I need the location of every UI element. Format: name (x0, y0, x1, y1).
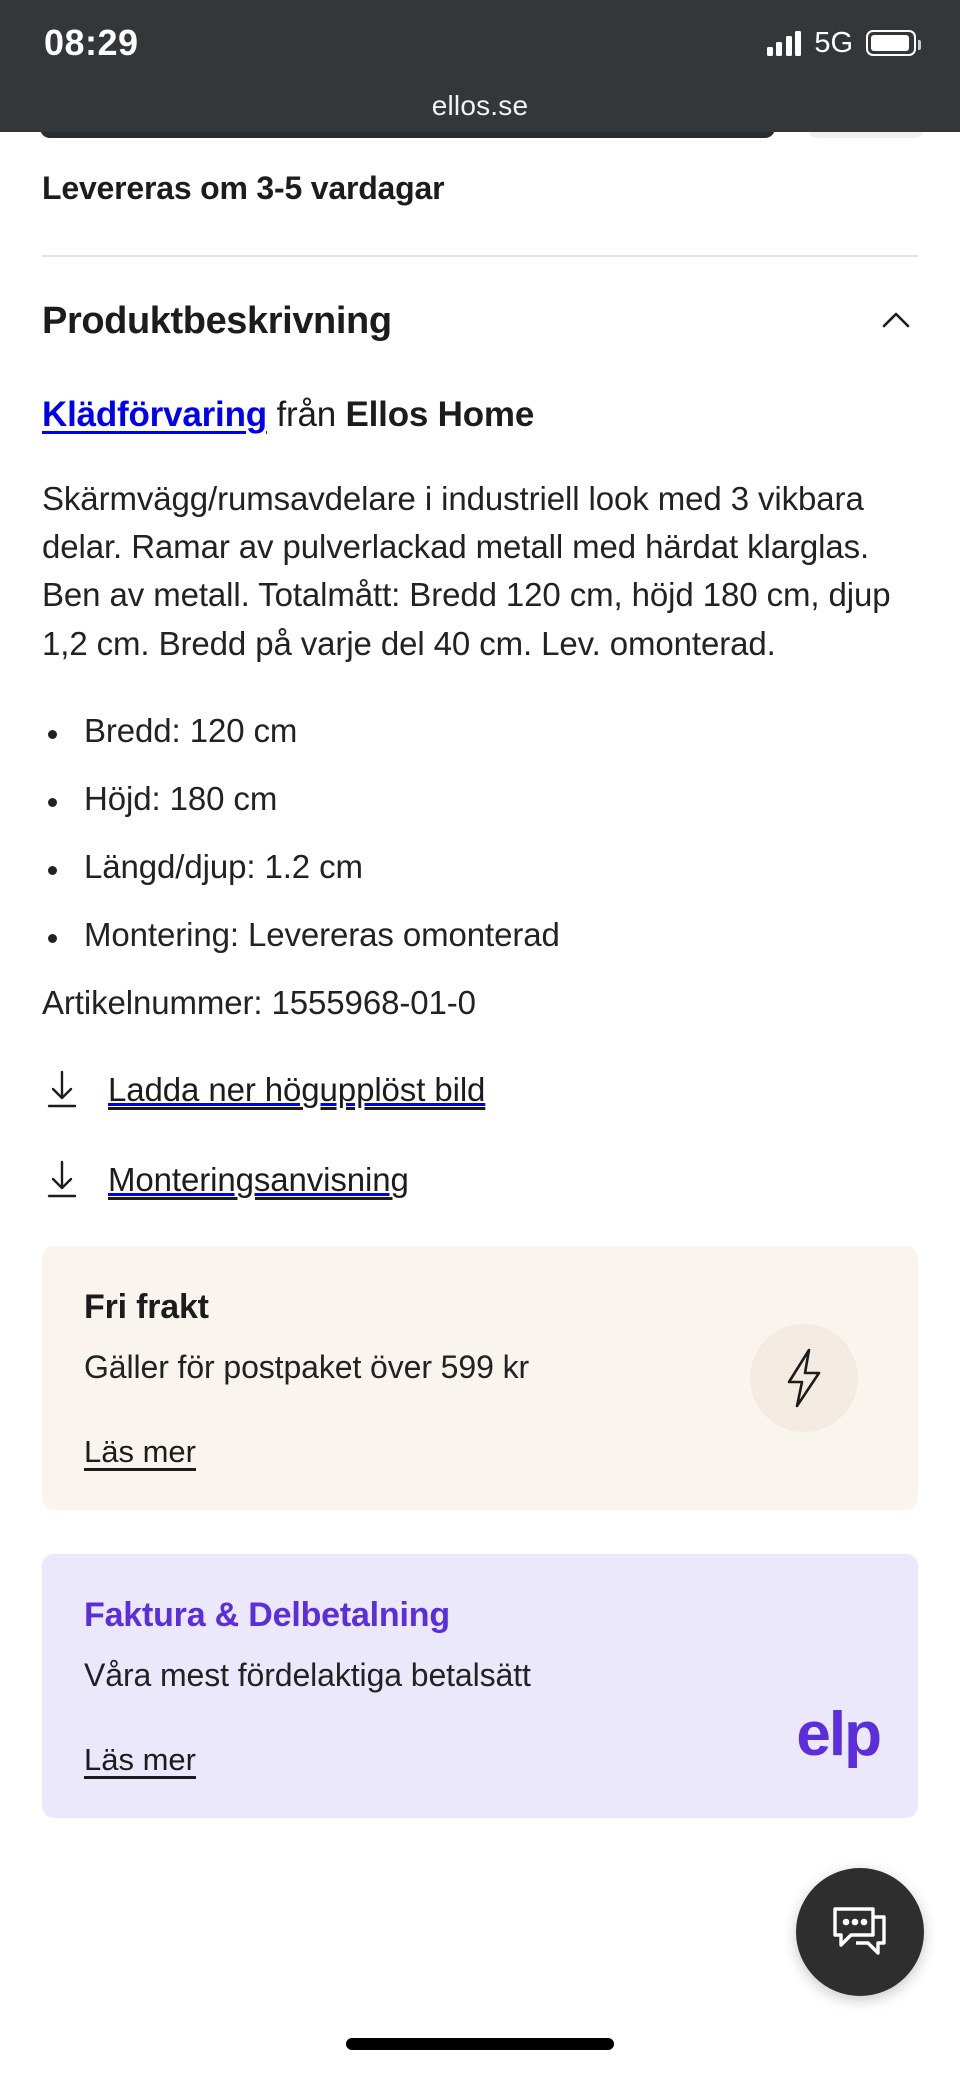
url-text: ellos.se (431, 90, 529, 121)
invoice-installment-subtitle: Våra mest fördelaktiga betalsätt (84, 1656, 531, 1693)
status-indicators (767, 27, 916, 60)
page-content (0, 132, 960, 1818)
free-shipping-title: Fri frakt (84, 1287, 209, 1326)
download-arrow-icon (42, 1158, 82, 1202)
network-type-label: 5G (814, 26, 853, 59)
list-item: Montering: Levereras omonterad (42, 916, 918, 954)
product-title-connector: från (266, 395, 346, 434)
download-assembly-instruction-label: Monteringsanvisning (108, 1160, 409, 1198)
lightning-bolt-icon (750, 1324, 858, 1432)
url-bar[interactable] (0, 80, 960, 132)
article-number: Artikelnummer: 1555968-01-0 (42, 983, 476, 1021)
free-shipping-read-more-link[interactable]: Läs mer (84, 1433, 196, 1469)
battery-full-icon (866, 30, 916, 56)
chat-bubble-icon[interactable] (796, 1868, 924, 1996)
list-item: Längd/djup: 1.2 cm (42, 848, 918, 886)
product-title (42, 395, 918, 435)
chevron-up-icon[interactable] (874, 299, 918, 343)
signal-bars-icon (767, 30, 802, 56)
product-category-link[interactable]: Klädförvaring (42, 395, 267, 434)
browser-chrome (0, 0, 960, 132)
invoice-installment-card (42, 1554, 918, 1818)
payment-provider-logo: elp (796, 1699, 880, 1769)
section-divider (42, 255, 918, 257)
status-time: 08:29 (44, 22, 139, 63)
list-item: Bredd: 120 cm (42, 712, 918, 750)
download-highres-image-link[interactable] (42, 1068, 918, 1112)
download-assembly-instruction-link[interactable] (42, 1158, 918, 1202)
product-description-header[interactable] (42, 299, 918, 343)
product-description-text: Skärmvägg/rumsavdelare i industriell look med 3 vikbara delar. Ramar av pulverlackad metall med härdat klarglas. Ben av metall. Totalmått: Bredd 120 cm, höjd 180 cm, djup 1,2 cm. Bredd på varje del 40 cm. Lev. omonterad. (42, 480, 891, 662)
status-bar (0, 0, 960, 80)
free-shipping-subtitle: Gäller för postpaket över 599 kr (84, 1348, 530, 1385)
product-brand: Ellos Home (345, 395, 535, 434)
product-spec-list (42, 712, 918, 954)
free-shipping-card (42, 1246, 918, 1510)
delivery-info: Levereras om 3-5 vardagar (42, 170, 445, 206)
list-item: Höjd: 180 cm (42, 780, 918, 818)
download-arrow-icon (42, 1068, 82, 1112)
invoice-installment-read-more-link[interactable]: Läs mer (84, 1741, 196, 1777)
page-title: Produktbeskrivning (42, 299, 392, 342)
invoice-installment-title: Faktura & Delbetalning (84, 1595, 450, 1634)
download-highres-image-label: Ladda ner högupplöst bild (108, 1070, 486, 1108)
home-indicator-bar (346, 2038, 614, 2050)
